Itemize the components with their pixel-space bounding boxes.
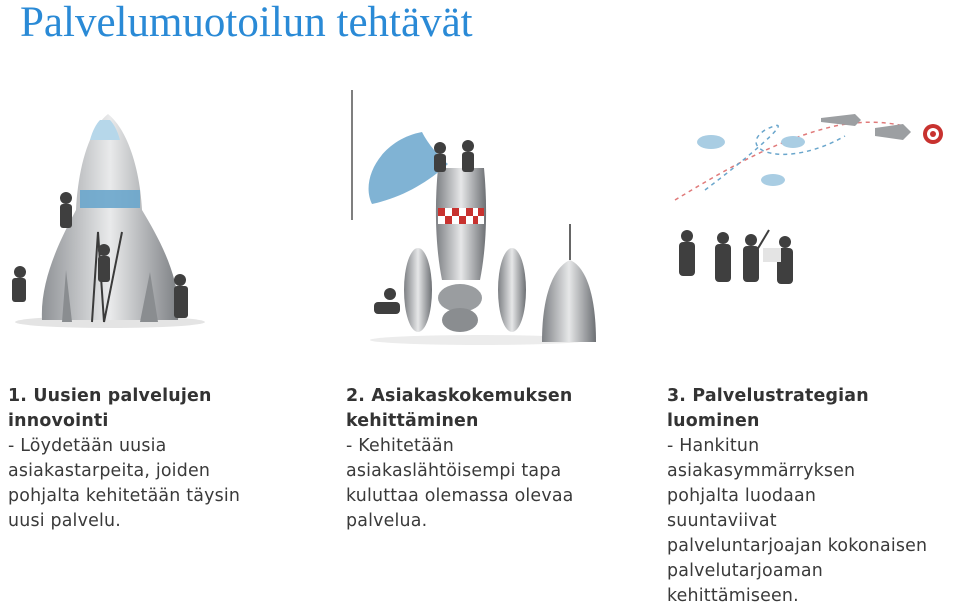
column-body-line: palvelua. (346, 511, 428, 531)
column-body-line: palvelutarjoaman (667, 561, 823, 581)
page-title: Palvelumuotoilun tehtävät (20, 0, 473, 46)
rocket-assembly-illustration (330, 80, 610, 350)
column-customer-experience (346, 384, 646, 534)
column-heading-line: innovointi (8, 411, 109, 431)
column-body-line: palveluntarjoajan kokonaisen (667, 536, 928, 556)
column-heading-line: 2. Asiakaskokemuksen (346, 386, 573, 406)
column-body-line: asiakastarpeita, joiden (8, 461, 211, 481)
column-body-line: asiakaslähtöisempi tapa (346, 461, 562, 481)
column-heading-line: kehittäminen (346, 411, 479, 431)
column-body-line: suuntaviivat (667, 511, 777, 531)
column-service-strategy (667, 384, 960, 609)
rocket-construction-illustration (0, 100, 215, 350)
column-body-line: - Hankitun (667, 436, 760, 456)
column-body-line: - Kehitetään (346, 436, 454, 456)
column-body-line: kuluttaa olemassa olevaa (346, 486, 574, 506)
column-body-line: pohjalta luodaan (667, 486, 817, 506)
column-body-line: asiakasymmärryksen (667, 461, 856, 481)
column-body-line: uusi palvelu. (8, 511, 121, 531)
column-body-line: - Löydetään uusia (8, 436, 167, 456)
column-new-services (8, 384, 308, 534)
strategy-target-illustration (665, 100, 955, 310)
column-heading-line: luominen (667, 411, 760, 431)
column-heading-line: 3. Palvelustrategian (667, 386, 869, 406)
column-body-line: kehittämiseen. (667, 586, 799, 606)
column-body-line: pohjalta kehitetään täysin (8, 486, 241, 506)
column-heading-line: 1. Uusien palvelujen (8, 386, 212, 406)
